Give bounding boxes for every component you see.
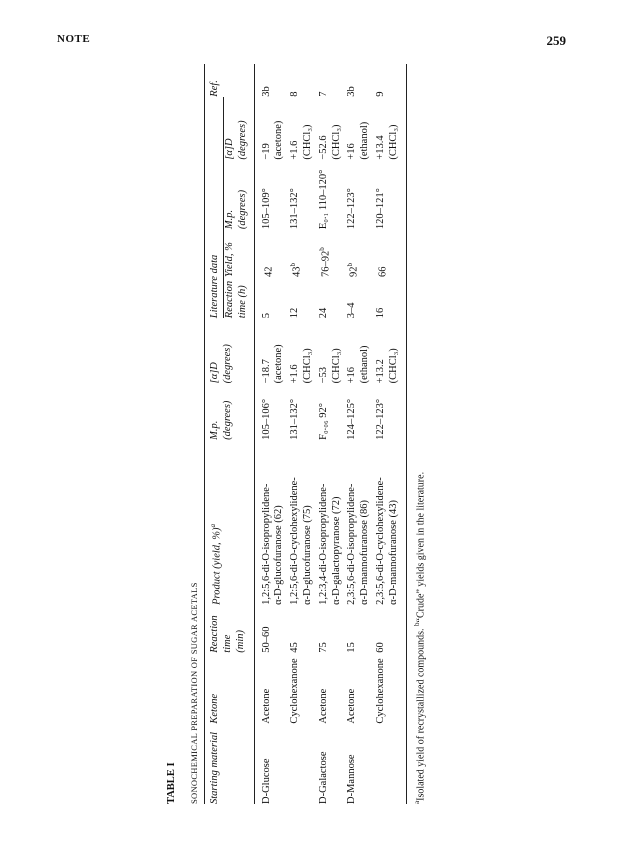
cell-time: 15 [346,642,358,653]
cell-alpha-l1: +13.2 [374,359,386,384]
cell-alpha-l1: −53 [317,366,329,384]
cell-lit-alpha-l2: (ethanol) [359,121,371,160]
cell-start [286,724,315,804]
cell-lit-yield [343,229,372,277]
cell-lit-yield [286,229,315,277]
cell-product-l2: α-D-glucofuranose (75) [301,505,313,605]
cell-lit-mp: E₀.₁ 110–120° [317,169,329,230]
col-mp-l1: M.p. [209,420,221,440]
cell-time: 45 [289,642,301,653]
col-alpha-l1: [α]D [209,362,221,384]
col-lit-reaction-time-l1: Reaction [223,280,235,319]
cell-product [372,440,401,605]
cell-alpha-l1: −18.7 [260,359,272,384]
col-reaction-time-l3: (min) [234,629,246,653]
cell-lit-alpha-l2: (CHCl₃) [387,124,399,160]
cell-time: 50–60 [260,626,272,653]
cell-product-l1: 2,3:5,6-di-O-isopropylidene- [346,483,358,605]
col-group-literature [205,97,224,319]
cell-lit-mp: 120–121° [374,188,386,230]
cell-lit-yield-value: 92 [348,266,360,277]
table-footnote [413,64,428,804]
cell-start: D-Mannose [346,754,358,804]
col-lit-reaction-time-l2: time (h) [236,285,248,319]
cell-mp: 131–132° [289,398,301,440]
bottom-rule [406,64,407,804]
cell-alpha-l1: +16 [346,366,358,384]
cell-product [286,440,315,605]
cell-alpha [372,318,401,383]
cell-time: 75 [317,642,329,653]
cell-lit-alpha [315,97,344,160]
cell-lit-yield-sup: b [289,262,298,267]
cell-lit-alpha-l1: +1.6 [289,140,301,160]
cell-lit-alpha-l1: +13.4 [374,135,386,160]
table-row [286,64,315,804]
cell-ref: 7 [317,91,329,97]
cell-alpha [343,318,372,383]
cell-product-l1: 1,2:5,6-di-O-cyclohexylidene- [289,477,301,605]
cell-lit-yield [315,229,344,277]
cell-alpha [315,318,344,383]
col-lit-yield: Yield, % [223,242,235,277]
running-head: NOTE [57,33,91,45]
cell-lit-yield [372,229,401,277]
col-starting-material: Starting material [209,731,221,804]
footnote-b-text: “Crude” yields given in the literature. [414,471,426,623]
cell-ref: 3b [346,86,358,97]
cell-product-l2: α-D-glucofuranose (62) [273,505,285,605]
literature-data-label: Literature data [209,97,224,319]
cell-product-l2: α-D-galactopyranose (72) [330,496,342,605]
cell-lit-yield-sup: b [317,247,326,251]
cell-lit-yield-value: 76–92 [320,250,332,277]
cell-product [255,440,287,605]
col-lit-alpha-l1: [α]D [223,138,235,160]
table-row [343,64,372,804]
cell-product-l1: 2,3:5,6-di-O-cyclohexylidene- [374,477,386,605]
cell-lit-alpha [255,97,287,160]
cell-lit-time: 24 [317,307,329,319]
cell-alpha-l1: +1.6 [289,364,301,384]
footnote-a-text: Isolated yield of recrystallized compounds. [414,628,426,801]
cell-start: D-Galactose [317,751,329,804]
cell-lit-yield [255,229,287,277]
data-table [205,64,400,804]
cell-lit-mp: 105–109° [260,188,272,230]
cell-lit-alpha-l2: (CHCl₃) [330,124,342,160]
cell-lit-alpha-l1: +16 [346,143,358,160]
cell-lit-alpha-l1: −19 [260,143,272,160]
cell-mp: F₀.₀₆ 92° [317,403,329,440]
cell-alpha-l2: (ethanol) [359,345,371,384]
cell-alpha [255,318,287,383]
cell-lit-yield-value: 42 [263,266,275,277]
col-mp [205,383,254,439]
cell-ref: 9 [374,91,386,97]
cell-product-l2: α-D-mannofuranose (86) [359,499,371,605]
cell-alpha-l2: (CHCl₃) [330,348,342,384]
col-lit-mp-l2: (degrees) [236,189,248,230]
cell-ketone: Acetone [346,688,358,724]
cell-lit-mp: 122–123° [346,188,358,230]
cell-ketone: Acetone [317,688,329,724]
col-lit-mp [224,160,254,230]
cell-product-l1: 1,2:5,6-di-O-isopropylidene- [260,483,272,605]
cell-alpha [286,318,315,383]
cell-lit-alpha-l2: (acetone) [273,120,285,160]
col-mp-l2: (degrees) [221,400,233,440]
col-lit-alpha-l2: (degrees) [236,120,248,160]
col-alpha-l2: (degrees) [221,344,233,384]
cell-product-l1: 1,2:3,4-di-O-isopropylidene- [317,483,329,605]
cell-product [343,440,372,605]
col-reaction-time-l1: Reaction [209,615,221,653]
cell-lit-mp: 131–132° [289,188,301,230]
col-product-label: Product (yield, %) [211,527,223,605]
cell-lit-alpha [286,97,315,160]
table-title: TABLE I [166,762,177,804]
cell-start: D-Glucose [260,758,272,804]
table-row [255,64,287,804]
cell-lit-alpha-l1: −52.6 [317,135,329,160]
cell-lit-alpha-l2: (CHCl₃) [301,124,313,160]
col-lit-mp-l1: M.p. [223,209,235,230]
cell-alpha-l2: (acetone) [273,344,285,384]
cell-ketone: Acetone [260,688,272,724]
col-lit-alpha [224,97,254,160]
footnote-a-ref: a [209,523,218,528]
cell-lit-alpha [343,97,372,160]
rotated-table-block [166,64,426,804]
col-ketone: Ketone [209,693,221,724]
col-lit-reaction-time [224,277,254,318]
cell-mp: 105–106° [260,398,272,440]
table-row [372,64,401,804]
cell-lit-alpha [372,97,401,160]
cell-ketone: Cyclohexanone [374,658,386,724]
col-reaction-time-l2: time [221,634,233,653]
cell-time: 60 [374,642,386,653]
col-reaction-time [205,605,254,653]
cell-mp: 124–125° [346,398,358,440]
cell-lit-time: 16 [374,307,386,319]
page-number: 259 [546,33,566,48]
cell-alpha-l2: (CHCl₃) [387,348,399,384]
cell-lit-time: 12 [289,307,301,319]
cell-mp: 122–123° [374,398,386,440]
cell-lit-time: 5 [260,312,272,319]
table-row [315,64,344,804]
cell-alpha-l2: (CHCl₃) [301,348,313,384]
cell-ref: 8 [289,91,301,97]
footnote-b-mark: b [412,622,421,626]
footnote-a-mark: a [412,800,421,804]
table-subtitle: SONOCHEMICAL PREPARATION OF SUGAR ACETALS [188,582,199,804]
cell-product [315,440,344,605]
cell-ketone: Cyclohexanone [289,658,301,724]
cell-product-l2: α-D-mannofuranose (43) [387,499,399,605]
col-product [205,440,254,605]
cell-lit-yield-sup: b [346,262,355,267]
cell-start [372,724,401,804]
cell-lit-yield-value: 43 [291,266,303,277]
cell-lit-yield-value: 66 [377,266,389,277]
col-ref: Ref. [209,80,221,97]
col-alpha [205,318,254,383]
cell-ref: 3b [260,86,272,97]
cell-lit-time: 3–4 [346,302,358,319]
